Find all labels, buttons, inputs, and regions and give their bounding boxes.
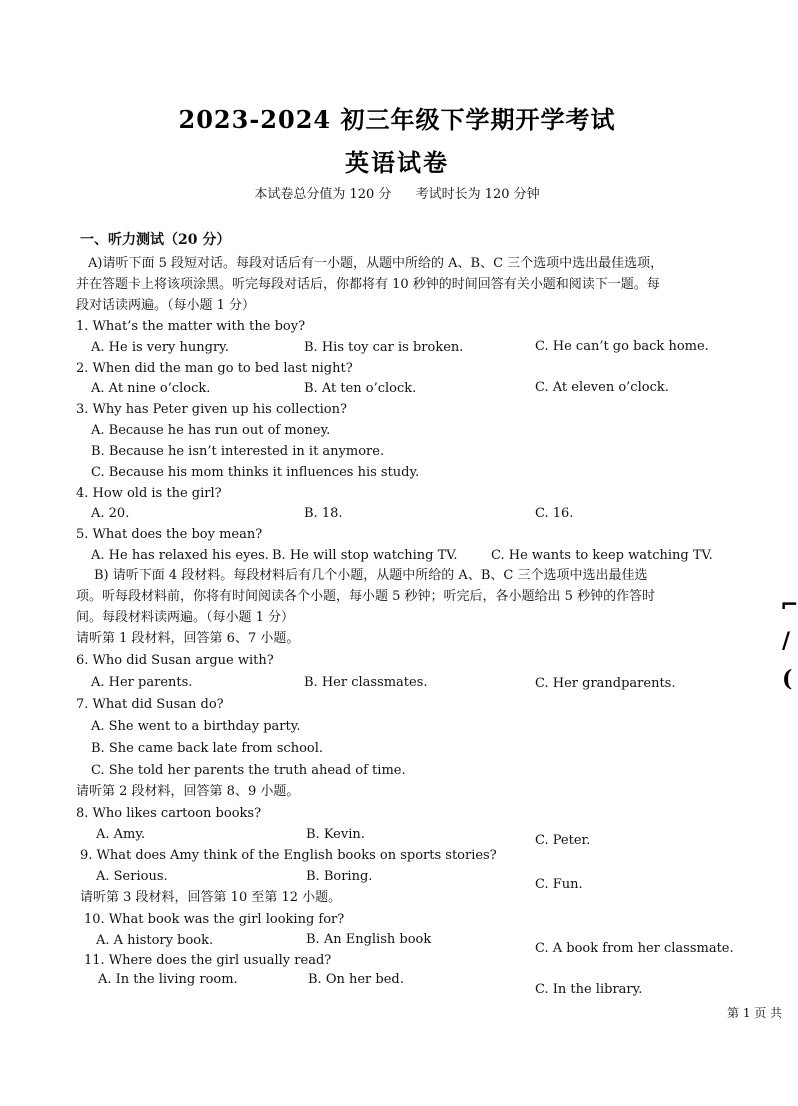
q5-option-a: A. He has relaxed his eyes. xyxy=(91,548,269,563)
q8-option-b: B. Kevin. xyxy=(306,827,365,842)
q11-option-c: C. In the library. xyxy=(535,982,643,997)
time-info: 考试时长为 120 分钟 xyxy=(415,187,540,202)
page-number: 第 1 页 共 xyxy=(727,1006,783,1020)
q3-option-b: B. Because he isn’t interested in it anymore. xyxy=(91,444,385,459)
q9-option-b: B. Boring. xyxy=(306,869,373,884)
q8-option-c: C. Peter. xyxy=(535,833,591,848)
q8-option-a: A. Amy. xyxy=(96,827,146,842)
q5-option-b: B. He will stop watching TV. xyxy=(272,548,458,563)
question-1: 1. What’s the matter with the boy? xyxy=(76,319,306,334)
instruction-line: A)请听下面 5 段短对话。每段对话后有一小题，从题中所给的 A、B、C 三个选项中选出最佳选项， xyxy=(88,256,664,271)
q5-option-c: C. He wants to keep watching TV. xyxy=(491,548,713,563)
q2-option-c: C. At eleven o’clock. xyxy=(535,380,669,395)
q9-option-c: C. Fun. xyxy=(535,877,583,892)
q1-option-c: C. He can’t go back home. xyxy=(535,339,709,354)
question-6: 6. Who did Susan argue with? xyxy=(76,653,274,668)
question-10: 10. What book was the girl looking for? xyxy=(84,912,345,927)
q10-option-b: B. An English book xyxy=(306,932,432,947)
scan-edge-mark: ( xyxy=(782,666,793,692)
question-5: 5. What does the boy mean? xyxy=(76,527,263,542)
exam-subtitle: 英语试卷 xyxy=(345,148,449,177)
q10-option-c: C. A book from her classmate. xyxy=(535,941,734,956)
q3-option-c: C. Because his mom thinks it influences his study. xyxy=(91,465,420,480)
instruction-line: 项。听每段材料前，你将有时间阅读各个小题，每小题 5 秒钟；听完后，各小题给出 5 秒钟的作答时 xyxy=(76,589,656,604)
q9-option-a: A. Serious. xyxy=(96,869,168,884)
q4-option-a: A. 20. xyxy=(91,506,130,521)
q2-option-b: B. At ten o’clock. xyxy=(304,381,417,396)
instruction-line: 间。每段材料读两遍。（每小题 1 分） xyxy=(76,610,295,625)
q11-option-a: A. In the living room. xyxy=(98,972,238,987)
score-info: 本试卷总分值为 120 分 xyxy=(254,187,392,202)
section-heading: 一、听力测试（20 分） xyxy=(80,232,231,248)
question-11: 11. Where does the girl usually read? xyxy=(84,953,332,968)
question-8: 8. Who likes cartoon books? xyxy=(76,806,262,821)
q4-option-b: B. 18. xyxy=(304,506,343,521)
q3-option-a: A. Because he has run out of money. xyxy=(91,423,331,438)
q2-option-a: A. At nine o’clock. xyxy=(91,381,211,396)
material-3-note: 请听第 3 段材料，回答第 10 至第 12 小题。 xyxy=(80,890,342,905)
exam-info xyxy=(0,183,794,202)
question-7: 7. What did Susan do? xyxy=(76,697,224,712)
q11-option-b: B. On her bed. xyxy=(308,972,404,987)
material-2-note: 请听第 2 段材料，回答第 8、9 小题。 xyxy=(76,784,300,799)
q10-option-a: A. A history book. xyxy=(96,933,214,948)
question-3: 3. Why has Peter given up his collection? xyxy=(76,402,347,417)
q6-option-b: B. Her classmates. xyxy=(304,675,428,690)
q7-option-b: B. She came back late from school. xyxy=(91,741,324,756)
q1-option-b: B. His toy car is broken. xyxy=(304,340,464,355)
q1-option-a: A. He is very hungry. xyxy=(91,340,229,355)
question-9: 9. What does Amy think of the English books on sports stories? xyxy=(80,848,497,863)
q4-option-c: C. 16. xyxy=(535,506,574,521)
scan-edge-mark: ⌐ xyxy=(780,592,798,618)
exam-title: 2023-2024 初三年级下学期开学考试 xyxy=(178,105,616,134)
q7-option-c: C. She told her parents the truth ahead of time. xyxy=(91,763,406,778)
question-2: 2. When did the man go to bed last night? xyxy=(76,361,353,376)
instruction-line: B) 请听下面 4 段材料。每段材料后有几个小题，从题中所给的 A、B、C 三个选项中选出最佳选 xyxy=(94,568,648,583)
question-4: 4. How old is the girl? xyxy=(76,486,222,501)
scan-edge-mark: / xyxy=(782,628,791,654)
instruction-line: 段对话读两遍。（每小题 1 分） xyxy=(76,298,256,313)
material-1-note: 请听第 1 段材料，回答第 6、7 小题。 xyxy=(76,631,300,646)
q7-option-a: A. She went to a birthday party. xyxy=(91,719,301,734)
q6-option-c: C. Her grandparents. xyxy=(535,676,676,691)
q6-option-a: A. Her parents. xyxy=(91,675,193,690)
instruction-line: 并在答题卡上将该项涂黑。听完每段对话后，你都将有 10 秒钟的时间回答有关小题和阅读下一题。每 xyxy=(76,277,660,292)
